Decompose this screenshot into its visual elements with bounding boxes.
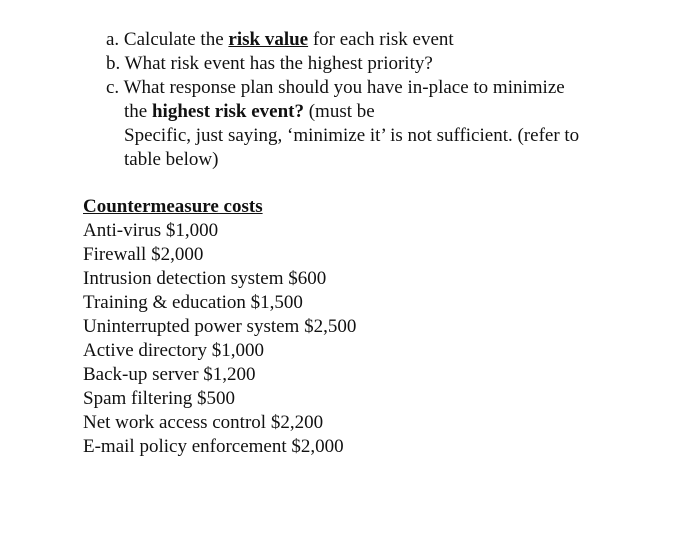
question-list xyxy=(106,28,686,172)
cost-item: Back-up server $1,200 xyxy=(83,364,256,385)
question-c-line-4: table below) xyxy=(124,149,219,170)
question-c-line-2-suffix: (must be xyxy=(303,101,375,122)
cost-item: Anti-virus $1,000 xyxy=(83,220,219,241)
question-a xyxy=(106,28,686,52)
question-b: b. What risk event has the highest priority? xyxy=(106,53,433,74)
question-c-line-2-prefix: the xyxy=(124,101,152,122)
cost-item: E-mail policy enforcement $2,000 xyxy=(83,436,344,457)
cost-item: Training & education $1,500 xyxy=(83,292,303,313)
countermeasure-costs-title: Countermeasure costs xyxy=(83,196,263,217)
question-c-emphasis: highest risk event? xyxy=(151,101,304,122)
cost-item: Active directory $1,000 xyxy=(83,340,264,361)
cost-item: Uninterrupted power system $2,500 xyxy=(83,316,357,337)
question-a-emphasis: risk value xyxy=(228,29,309,50)
cost-item: Spam filtering $500 xyxy=(83,388,235,409)
countermeasure-costs-section xyxy=(83,195,643,459)
question-c-line-3: Specific, just saying, ‘minimize it’ is not sufficient. (refer to xyxy=(124,125,580,146)
cost-item: Firewall $2,000 xyxy=(83,244,204,265)
question-c-line-1: c. What response plan should you have in-place to minimize xyxy=(106,77,565,98)
question-c-line-2 xyxy=(106,100,686,124)
question-a-prefix: a. Calculate the xyxy=(106,29,229,50)
question-a-suffix: for each risk event xyxy=(308,29,454,50)
cost-item: Intrusion detection system $600 xyxy=(83,268,327,289)
cost-item: Net work access control $2,200 xyxy=(83,412,324,433)
